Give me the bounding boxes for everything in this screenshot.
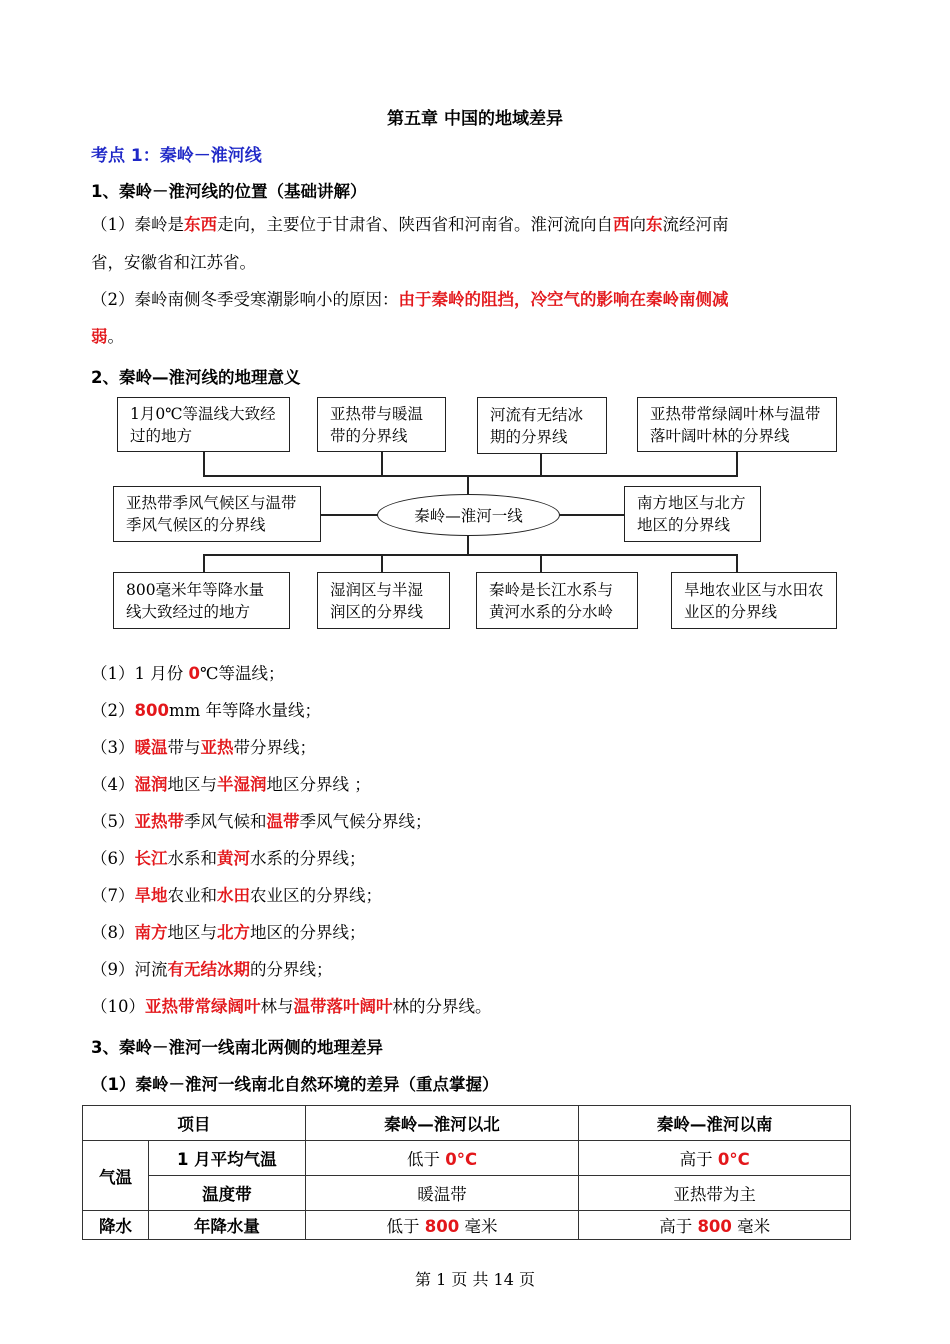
- exam-point-heading: 考点 1：秦岭－淮河线: [91, 146, 262, 166]
- page-footer: 第 1 页 共 14 页: [415, 1270, 535, 1289]
- diagram-box-bottom-4: 旱地农业区与水田农业区的分界线: [671, 572, 837, 629]
- diagram-box-top-4: 亚热带常绿阔叶林与温带落叶阔叶林的分界线: [637, 397, 837, 452]
- list-item: （7）旱地农业和水田农业区的分界线；: [91, 886, 382, 905]
- table-row: [83, 1106, 851, 1141]
- diagram-box-right: 南方地区与北方地区的分界线: [624, 486, 761, 542]
- table-cell: 低于 800 毫米: [305, 1211, 579, 1240]
- section-3-subheading: （1）秦岭－淮河一线南北自然环境的差异（重点掌握）: [91, 1075, 499, 1094]
- table-header-south: 秦岭—淮河以南: [579, 1106, 851, 1141]
- diagram-center-ellipse: 秦岭—淮河一线: [377, 494, 560, 536]
- diagram-box-bottom-2: 湿润区与半湿润区的分界线: [317, 572, 450, 629]
- list-item: （5）亚热带季风气候和温带季风气候分界线；: [91, 812, 432, 831]
- table-cell: 低于 0°C: [305, 1141, 579, 1176]
- table-row: [83, 1141, 851, 1176]
- section-2-heading: 2、秦岭—淮河线的地理意义: [91, 368, 301, 387]
- table-header-north: 秦岭—淮河以北: [305, 1106, 579, 1141]
- table-cell: 亚热带为主: [579, 1176, 851, 1211]
- table-cell: 暖温带: [305, 1176, 579, 1211]
- list-item: （9）河流有无结冰期的分界线；: [91, 960, 333, 979]
- table-cell-qiwen: 气温: [83, 1141, 149, 1211]
- table-cell: 温度带: [148, 1176, 305, 1211]
- table-cell: 高于 800 毫米: [579, 1211, 851, 1240]
- diagram-box-bottom-3: 秦岭是长江水系与黄河水系的分水岭: [476, 572, 638, 629]
- diagram-box-top-3: 河流有无结冰期的分界线: [477, 397, 607, 454]
- list-item: （1）1 月份 0℃等温线；: [91, 664, 285, 683]
- table-cell: 年降水量: [148, 1211, 305, 1240]
- list-item: （8）南方地区与北方地区的分界线；: [91, 923, 366, 942]
- s1-para-1b: 省，安徽省和江苏省。: [91, 253, 256, 272]
- table-cell: 1 月平均气温: [148, 1141, 305, 1176]
- list-item: （6）长江水系和黄河水系的分界线；: [91, 849, 366, 868]
- list-item: （4）湿润地区与半湿润地区分界线 ；: [91, 775, 371, 794]
- section-1-heading: 1、秦岭－淮河线的位置（基础讲解）: [91, 182, 367, 201]
- page-title: 第五章 中国的地域差异: [387, 109, 563, 129]
- table-header-item: 项目: [83, 1106, 306, 1141]
- table-cell: 高于 0°C: [579, 1141, 851, 1176]
- diagram-box-bottom-1: 800毫米年等降水量线大致经过的地方: [113, 572, 290, 629]
- list-item: （10）亚热带常绿阔叶林与温带落叶阔叶林的分界线。: [91, 997, 492, 1016]
- diagram-box-top-2: 亚热带与暖温带的分界线: [317, 397, 446, 452]
- s1-para-1: （1）秦岭是东西走向，主要位于甘肃省、陕西省和河南省。淮河流向自西向东流经河南: [91, 215, 729, 234]
- s1-para-2b: 弱。: [91, 327, 124, 346]
- table-cell-jiangshui: 降水: [83, 1211, 149, 1240]
- list-item: （2）800mm 年等降水量线；: [91, 701, 321, 720]
- table-row: [83, 1176, 851, 1211]
- section-3-heading: 3、秦岭－淮河一线南北两侧的地理差异: [91, 1038, 383, 1057]
- diagram-box-left: 亚热带季风气候区与温带季风气候区的分界线: [113, 486, 321, 542]
- table-row: [83, 1211, 851, 1240]
- s1-para-2: （2）秦岭南侧冬季受寒潮影响小的原因：由于秦岭的阻挡，冷空气的影响在秦岭南侧减: [91, 290, 729, 309]
- diagram-box-top-1: 1月0℃等温线大致经过的地方: [117, 397, 290, 452]
- list-item: （3）暖温带与亚热带分界线；: [91, 738, 316, 757]
- difference-table: [82, 1105, 851, 1240]
